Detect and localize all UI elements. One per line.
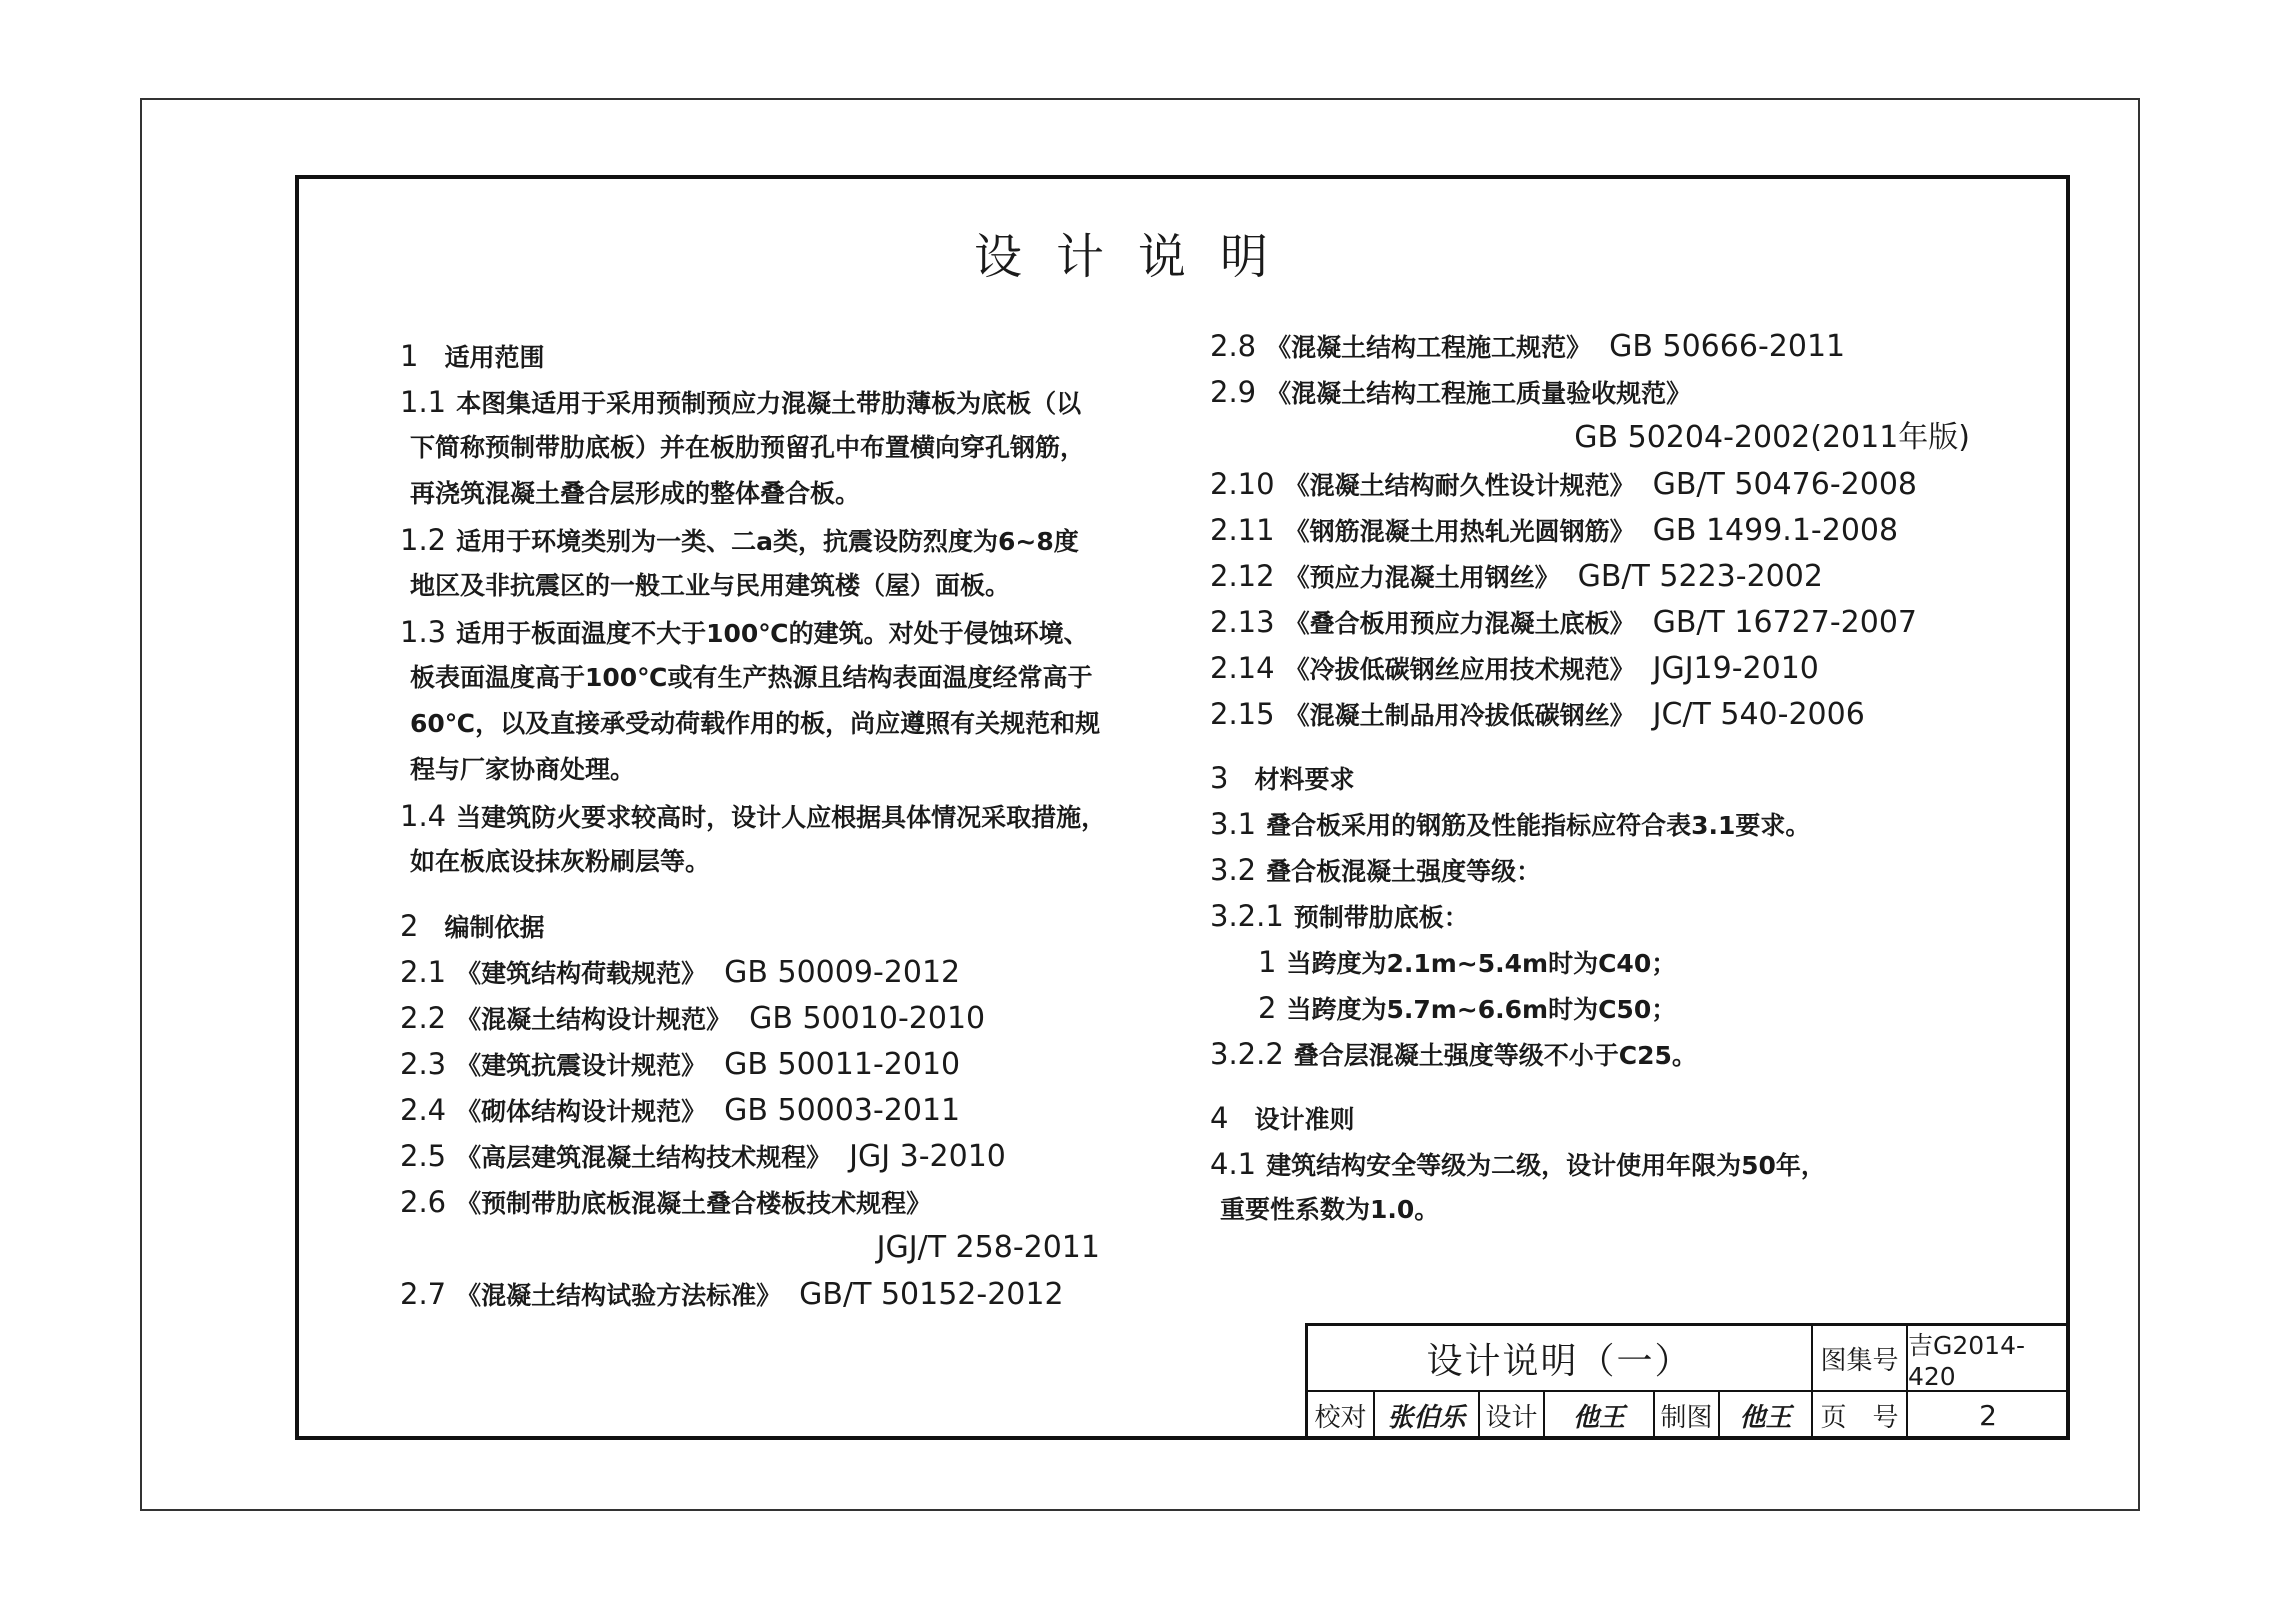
standard-reference [1210, 691, 1970, 737]
section-number: 2 [400, 909, 419, 943]
standard-title: 《混凝土结构工程施工质量验收规范》 [1266, 379, 1692, 408]
standard-code: GB/T 50152-2012 [799, 1277, 1064, 1312]
clause-text: 重要性系数为1.0。 [1220, 1195, 1440, 1224]
clause-number: 1.3 [400, 615, 447, 649]
reference-number: 2.14 [1210, 651, 1275, 685]
reference-number: 2.8 [1210, 329, 1257, 363]
standard-code: GB/T 5223-2002 [1577, 559, 1823, 594]
standard-title: 《叠合板用预应力混凝土底板》 [1284, 609, 1635, 638]
clause-continuation [400, 471, 1100, 517]
standard-reference [400, 1133, 1100, 1179]
standard-title: 《预应力混凝土用钢丝》 [1284, 563, 1560, 592]
standard-title: 《混凝土结构设计规范》 [456, 1005, 732, 1034]
clause [1210, 1031, 1970, 1077]
clause-text: 预制带肋底板： [1293, 903, 1469, 932]
standard-reference [400, 1179, 1100, 1225]
clause-number: 3.2 [1210, 853, 1257, 887]
standard-code: JGJ 3-2010 [849, 1139, 1006, 1174]
clause-text: 叠合层混凝土强度等级不小于C25。 [1293, 1041, 1697, 1070]
page-number: 2 [1908, 1390, 2070, 1440]
standard-code: GB/T 16727-2007 [1652, 605, 1917, 640]
clause-text: 适用于环境类别为一类、二a类，抗震设防烈度为6~8度 [456, 527, 1079, 556]
section-number: 4 [1210, 1101, 1229, 1135]
standard-reference [400, 1271, 1100, 1317]
draw-signature: 他王 [1720, 1390, 1813, 1440]
title-block [1305, 1323, 2070, 1440]
standard-reference [1210, 461, 1970, 507]
clause-text: 叠合板采用的钢筋及性能指标应符合表3.1要求。 [1266, 811, 1811, 840]
standard-code: GB 50666-2011 [1609, 329, 1846, 364]
standard-title: 《混凝土结构工程施工规范》 [1266, 333, 1592, 362]
reference-number: 2.6 [400, 1185, 447, 1219]
clause-text: 如在板底设抹灰粉刷层等。 [410, 847, 711, 876]
reference-number: 2.7 [400, 1277, 447, 1311]
section-title: 编制依据 [444, 913, 545, 942]
standard-code: JGJ/T 258-2011 [876, 1230, 1100, 1265]
standard-reference [1210, 323, 1970, 369]
right-column [1210, 323, 1970, 1233]
design-signature: 他王 [1545, 1390, 1655, 1440]
clause-continuation [400, 425, 1100, 471]
standard-reference [1210, 369, 1970, 415]
standard-code: GB 50011-2010 [724, 1047, 961, 1082]
standard-title: 《混凝土制品用冷拔低碳钢丝》 [1284, 701, 1635, 730]
reference-number: 2.12 [1210, 559, 1275, 593]
clause-text: 当建筑防火要求较高时，设计人应根据具体情况采取措施， [456, 803, 1107, 832]
standard-code: GB 50003-2011 [724, 1093, 961, 1128]
standard-code: GB 50010-2010 [749, 1001, 986, 1036]
sub-clause [1210, 985, 1970, 1031]
check-signature: 张伯乐 [1375, 1390, 1480, 1440]
standard-title: 《砌体结构设计规范》 [456, 1097, 707, 1126]
standard-reference [400, 1041, 1100, 1087]
standard-reference [1210, 507, 1970, 553]
page-label: 页 号 [1813, 1390, 1908, 1440]
check-label: 校对 [1308, 1390, 1375, 1440]
standard-reference [1210, 553, 1970, 599]
standard-code: GB/T 50476-2008 [1652, 467, 1917, 502]
clause [400, 379, 1100, 425]
section-heading [400, 903, 1100, 949]
clause-continuation [400, 655, 1100, 701]
standard-reference [400, 1087, 1100, 1133]
standard-title: 《建筑结构荷载规范》 [456, 959, 707, 988]
design-label: 设计 [1480, 1390, 1545, 1440]
page-title: 设计说明 [973, 229, 1302, 285]
sub-clause-number: 1 [1258, 945, 1277, 979]
clause-text: 下简称预制带肋底板）并在板肋预留孔中布置横向穿孔钢筋， [410, 433, 1086, 462]
clause-number: 4.1 [1210, 1147, 1257, 1181]
standard-code: GB 1499.1-2008 [1652, 513, 1899, 548]
standard-title: 《混凝土结构试验方法标准》 [456, 1281, 782, 1310]
clause-continuation [400, 839, 1100, 885]
clause [400, 517, 1100, 563]
clause-number: 1.1 [400, 385, 447, 419]
standard-title: 《高层建筑混凝土结构技术规程》 [456, 1143, 832, 1172]
clause-continuation [400, 701, 1100, 747]
reference-number: 2.10 [1210, 467, 1275, 501]
section-number: 3 [1210, 761, 1229, 795]
reference-number: 2.9 [1210, 375, 1257, 409]
clause-text: 本图集适用于采用预制预应力混凝土带肋薄板为底板（以 [456, 389, 1082, 418]
clause-text: 60℃，以及直接承受动荷载作用的板，尚应遵照有关规范和规 [410, 709, 1101, 738]
standard-code: JC/T 540-2006 [1652, 697, 1865, 732]
section-heading [400, 333, 1100, 379]
standard-title: 《钢筋混凝土用热轧光圆钢筋》 [1284, 517, 1635, 546]
clause-continuation [400, 563, 1100, 609]
clause-text: 建筑结构安全等级为二级，设计使用年限为50年， [1266, 1151, 1826, 1180]
reference-number: 2.4 [400, 1093, 447, 1127]
standard-title: 《预制带肋底板混凝土叠合楼板技术规程》 [456, 1189, 932, 1218]
reference-number: 2.11 [1210, 513, 1275, 547]
clause-text: 适用于板面温度不大于100℃的建筑。对处于侵蚀环境、 [456, 619, 1089, 648]
clause [1210, 847, 1970, 893]
clause [400, 609, 1100, 655]
clause-number: 3.2.2 [1210, 1037, 1284, 1071]
reference-number: 2.13 [1210, 605, 1275, 639]
standard-reference [1210, 599, 1970, 645]
standard-code: GB 50204-2002(2011年版) [1574, 420, 1970, 455]
clause-number: 1.2 [400, 523, 447, 557]
sheet-title: 设计说明（一） [1308, 1326, 1813, 1390]
reference-number: 2.2 [400, 1001, 447, 1035]
standard-code-line [400, 1225, 1100, 1271]
clause-number: 1.4 [400, 799, 447, 833]
clause-text: 再浇筑混凝土叠合层形成的整体叠合板。 [410, 479, 861, 508]
standard-code: JGJ19-2010 [1652, 651, 1819, 686]
atlas-label: 图集号 [1813, 1326, 1908, 1390]
clause-text: 程与厂家协商处理。 [410, 755, 636, 784]
draw-label: 制图 [1655, 1390, 1720, 1440]
sub-clause-number: 2 [1258, 991, 1277, 1025]
sub-clause [1210, 939, 1970, 985]
clause [1210, 893, 1970, 939]
reference-number: 2.1 [400, 955, 447, 989]
standard-title: 《混凝土结构耐久性设计规范》 [1284, 471, 1635, 500]
clause [400, 793, 1107, 839]
left-column [400, 315, 1107, 1317]
sub-clause-text: 当跨度为2.1m~5.4m时为C40； [1286, 949, 1677, 978]
reference-number: 2.15 [1210, 697, 1275, 731]
standard-code-line [1210, 415, 1970, 461]
section-title: 适用范围 [444, 343, 545, 372]
reference-number: 2.5 [400, 1139, 447, 1173]
clause-continuation [400, 747, 1100, 793]
clause [1210, 1141, 1970, 1187]
reference-number: 2.3 [400, 1047, 447, 1081]
section-heading [1210, 1095, 1970, 1141]
section-number: 1 [400, 339, 419, 373]
section-title: 材料要求 [1254, 765, 1355, 794]
standard-code: GB 50009-2012 [724, 955, 961, 990]
clause-number: 3.2.1 [1210, 899, 1284, 933]
sub-clause-text: 当跨度为5.7m~6.6m时为C50； [1286, 995, 1677, 1024]
clause-continuation [1210, 1187, 1970, 1233]
standard-reference [1210, 645, 1970, 691]
atlas-number: 吉G2014-420 [1908, 1326, 2070, 1390]
standard-reference [400, 949, 1100, 995]
clause [1210, 801, 1970, 847]
standard-title: 《冷拔低碳钢丝应用技术规范》 [1284, 655, 1635, 684]
standard-reference [400, 995, 1100, 1041]
standard-title: 《建筑抗震设计规范》 [456, 1051, 707, 1080]
clause-text: 板表面温度高于100℃或有生产热源且结构表面温度经常高于 [410, 663, 1093, 692]
clause-number: 3.1 [1210, 807, 1257, 841]
clause-text: 叠合板混凝土强度等级： [1266, 857, 1542, 886]
section-heading [1210, 755, 1970, 801]
section-title: 设计准则 [1254, 1105, 1355, 1134]
clause-text: 地区及非抗震区的一般工业与民用建筑楼（屋）面板。 [410, 571, 1011, 600]
